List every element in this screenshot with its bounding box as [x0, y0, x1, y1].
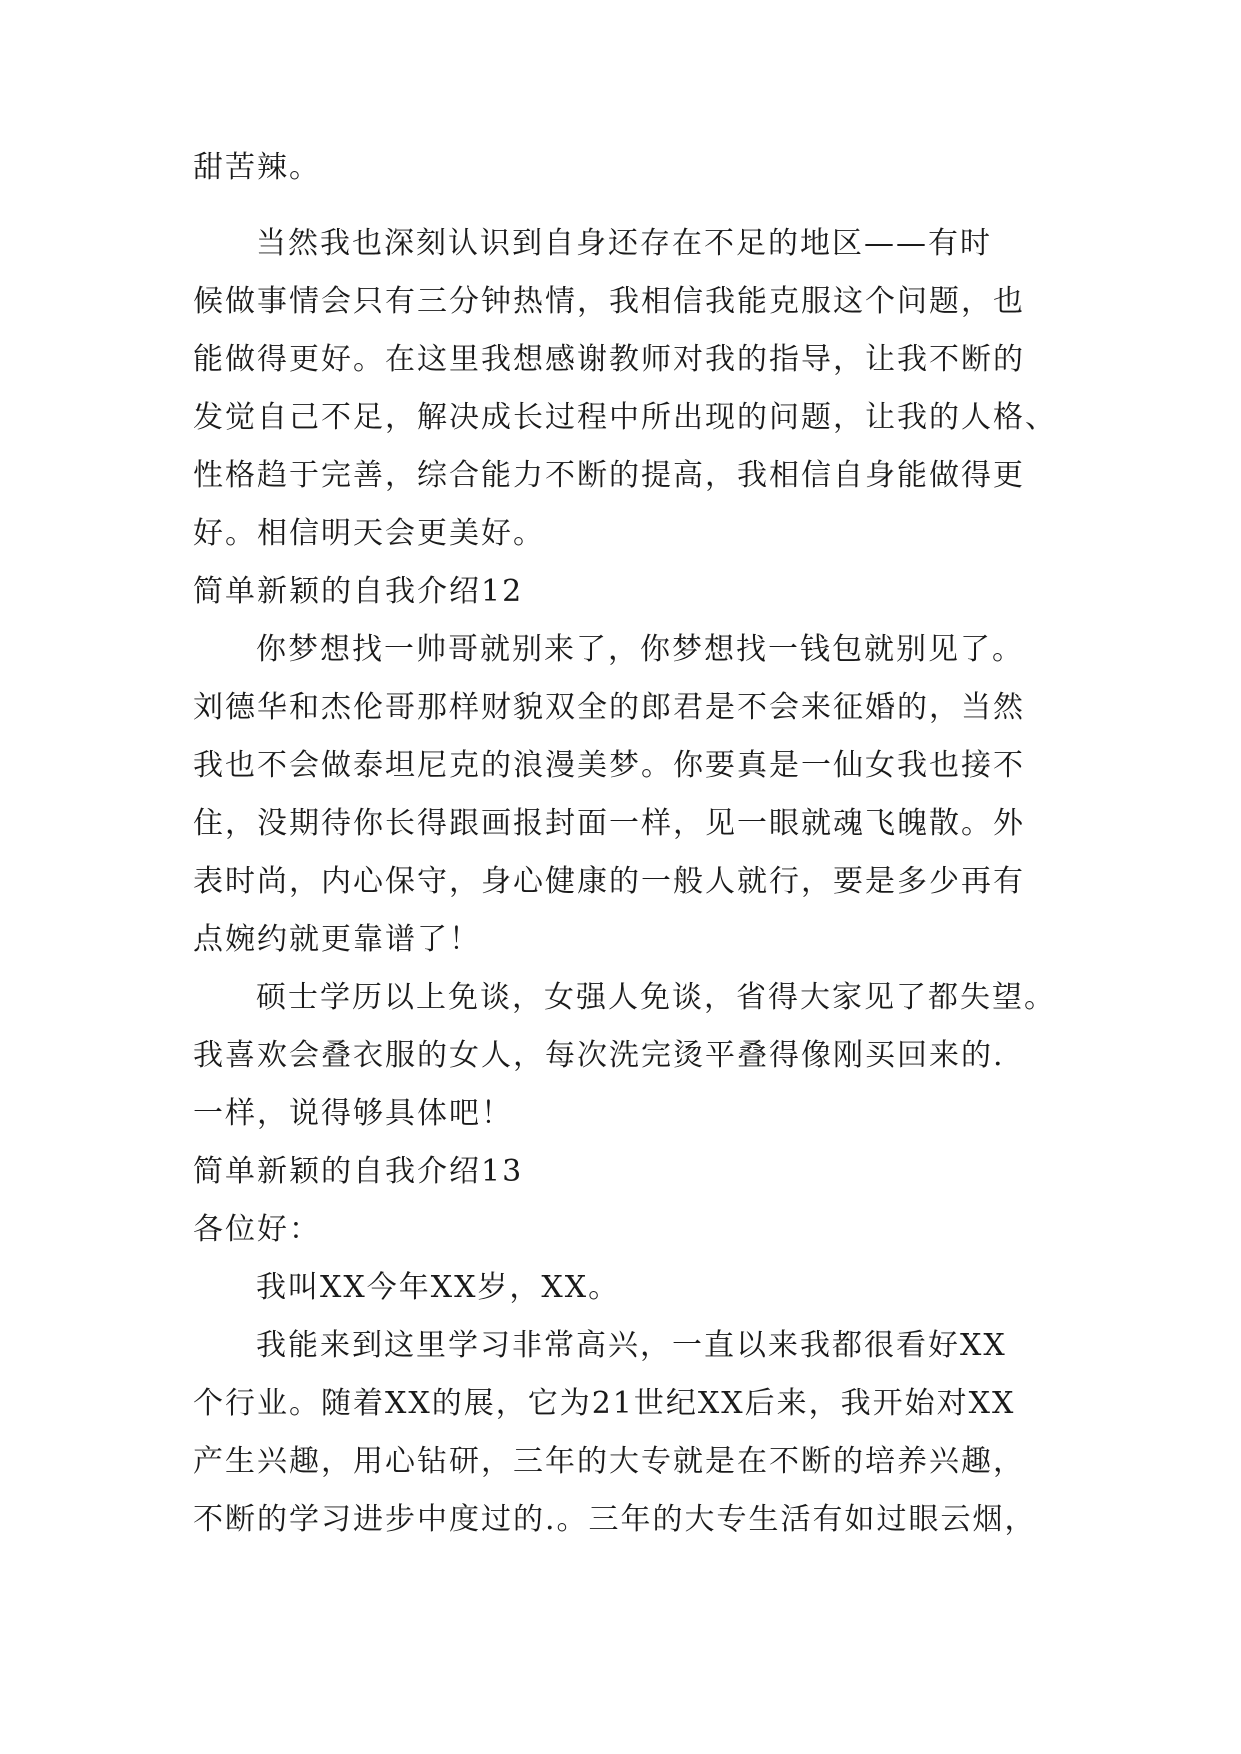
text-line: 不断的学习进步中度过的.。三年的大专生活有如过眼云烟，: [193, 1502, 1037, 1537]
text-line: 我也不会做泰坦尼克的浪漫美梦。你要真是一仙女我也接不: [193, 748, 1025, 783]
paragraph-first-line: 硕士学历以上免谈，女强人免谈，省得大家见了都失望。: [256, 980, 1056, 1015]
text-line: 点婉约就更靠谱了！: [193, 922, 481, 957]
paragraph-first-line: 你梦想找一帅哥就别来了，你梦想找一钱包就别见了。: [256, 632, 1024, 667]
section-heading: 简单新颖的自我介绍12: [193, 574, 524, 609]
section-heading: 简单新颖的自我介绍13: [193, 1154, 524, 1189]
text-line: 产生兴趣，用心钻研，三年的大专就是在不断的培养兴趣，: [193, 1444, 1025, 1479]
paragraph-first-line: 我叫XX今年XX岁，XX。: [256, 1270, 621, 1305]
text-line: 能做得更好。在这里我想感谢教师对我的指导，让我不断的: [193, 342, 1025, 377]
paragraph-first-line: 当然我也深刻认识到自身还存在不足的地区——有时: [256, 226, 992, 261]
text-line: 候做事情会只有三分钟热情，我相信我能克服这个问题，也: [193, 284, 1025, 319]
text-line: 好。相信明天会更美好。: [193, 516, 545, 551]
paragraph-first-line: 我能来到这里学习非常高兴，一直以来我都很看好XX: [256, 1328, 1007, 1363]
text-line: 我喜欢会叠衣服的女人，每次洗完烫平叠得像刚买回来的.: [193, 1038, 1005, 1073]
text-line: 表时尚，内心保守，身心健康的一般人就行，要是多少再有: [193, 864, 1025, 899]
text-line: 甜苦辣。: [193, 150, 321, 185]
text-line: 发觉自己不足，解决成长过程中所出现的问题，让我的人格、: [193, 400, 1057, 435]
text-line: 一样，说得够具体吧！: [193, 1096, 513, 1131]
text-line: 住，没期待你长得跟画报封面一样，见一眼就魂飞魄散。外: [193, 806, 1025, 841]
text-line: 个行业。随着XX的展，它为21世纪XX后来，我开始对XX: [193, 1386, 1016, 1421]
greeting-line: 各位好：: [193, 1212, 321, 1247]
text-line: 性格趋于完善，综合能力不断的提高，我相信自身能做得更: [193, 458, 1025, 493]
text-line: 刘德华和杰伦哥那样财貌双全的郎君是不会来征婚的，当然: [193, 690, 1025, 725]
